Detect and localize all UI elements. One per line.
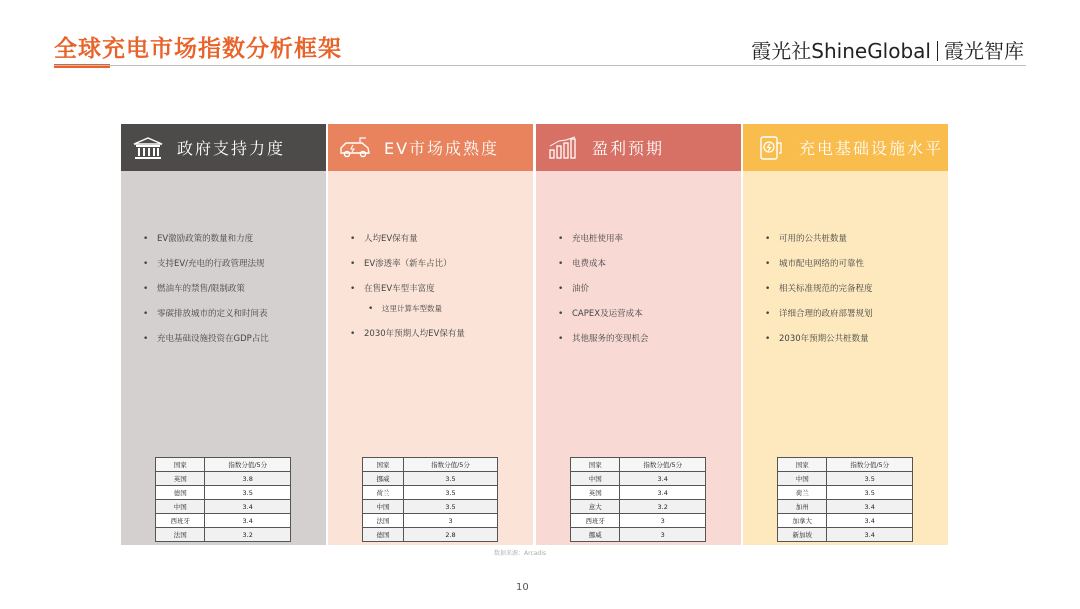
charging-station-icon — [753, 135, 787, 161]
list-item: • 2030年预期人均EV保有量 — [350, 328, 525, 340]
list-item: • 其他服务的变现机会 — [558, 333, 733, 345]
table-row — [363, 472, 498, 486]
score-cell: 3.4 — [620, 472, 706, 486]
list-item: • 零碳排放城市的定义和时间表 — [143, 308, 318, 320]
score-cell: 3.4 — [620, 486, 706, 500]
list-item: • 燃油车的禁售/限制政策 — [143, 283, 318, 295]
table-row — [156, 500, 291, 514]
page-title: 全球充电市场指数分析框架 — [54, 36, 342, 62]
country-cell: 荷兰 — [778, 486, 827, 500]
car-charging-icon — [338, 135, 372, 161]
column-header — [328, 124, 533, 171]
country-cell: 中国 — [778, 472, 827, 486]
score-cell: 3.2 — [205, 528, 291, 542]
score-cell: 3.5 — [205, 486, 291, 500]
score-cell: 3 — [404, 514, 498, 528]
brand-separator — [937, 41, 938, 61]
column-header — [121, 124, 326, 171]
list-item: • 电费成本 — [558, 258, 733, 270]
score-cell: 3 — [620, 514, 706, 528]
bar-chart-icon — [546, 135, 580, 161]
country-cell: 荷兰 — [363, 486, 404, 500]
country-cell: 意大 — [571, 500, 620, 514]
score-cell: 3.5 — [404, 472, 498, 486]
column-title: 盈利预期 — [592, 139, 665, 158]
data-source-note: 数据来源：Arcadis — [494, 550, 547, 557]
score-table — [362, 457, 498, 542]
column-infra — [743, 124, 948, 545]
score-cell: 3.5 — [404, 500, 498, 514]
column-title: EV市场成熟度 — [384, 139, 500, 158]
column-gov — [121, 124, 326, 545]
list-item: • 油价 — [558, 283, 733, 295]
score-table — [155, 457, 291, 542]
country-cell: 加拿大 — [778, 514, 827, 528]
country-cell: 英国 — [156, 472, 205, 486]
list-item: • 充电桩使用率 — [558, 233, 733, 245]
list-item: • 人均EV保有量 — [350, 233, 525, 245]
list-item: • 城市配电网络的可靠性 — [765, 258, 940, 270]
table-header: 国家 — [778, 458, 827, 472]
country-cell: 西班牙 — [156, 514, 205, 528]
column-ev — [328, 124, 533, 545]
table-header: 国家 — [363, 458, 404, 472]
table-header: 国家 — [571, 458, 620, 472]
score-cell: 3.4 — [205, 500, 291, 514]
score-cell: 3.4 — [827, 514, 913, 528]
score-cell: 3.5 — [404, 486, 498, 500]
table-row — [778, 486, 913, 500]
score-cell: 3 — [620, 528, 706, 542]
score-cell: 2.8 — [404, 528, 498, 542]
score-table — [777, 457, 913, 542]
table-header: 指数分值/5分 — [827, 458, 913, 472]
column-profit — [536, 124, 741, 545]
list-item: • 充电基础设施投资在GDP占比 — [143, 333, 318, 345]
table-row — [363, 528, 498, 542]
list-item: • 支持EV/充电的行政管理法规 — [143, 258, 318, 270]
score-cell: 3.4 — [205, 514, 291, 528]
country-cell: 德国 — [156, 486, 205, 500]
country-cell: 中国 — [156, 500, 205, 514]
bullet-list — [765, 233, 940, 358]
table-row — [571, 500, 706, 514]
table-row — [778, 514, 913, 528]
table-row — [363, 500, 498, 514]
score-cell: 3.2 — [620, 500, 706, 514]
column-body — [328, 171, 533, 545]
list-item: • 相关标准规范的完备程度 — [765, 283, 940, 295]
country-cell: 挪威 — [571, 528, 620, 542]
list-item: • 在售EV车型丰富度 — [350, 283, 525, 295]
column-header — [743, 124, 948, 171]
table-row — [571, 486, 706, 500]
list-item: • EV激励政策的数量和力度 — [143, 233, 318, 245]
country-cell: 加州 — [778, 500, 827, 514]
country-cell: 中国 — [571, 472, 620, 486]
country-cell: 德国 — [363, 528, 404, 542]
country-cell: 法国 — [363, 514, 404, 528]
score-cell: 3.5 — [827, 486, 913, 500]
table-header: 指数分值/5分 — [620, 458, 706, 472]
table-row — [778, 528, 913, 542]
bullet-list — [350, 233, 525, 353]
table-row — [571, 528, 706, 542]
score-cell: 3.5 — [827, 472, 913, 486]
score-table — [570, 457, 706, 542]
country-cell: 英国 — [571, 486, 620, 500]
list-item: • CAPEX及运营成本 — [558, 308, 733, 320]
score-cell: 3.4 — [827, 528, 913, 542]
score-cell: 3.4 — [827, 500, 913, 514]
brand-name-right: 霞光智库 — [944, 39, 1024, 63]
country-cell: 法国 — [156, 528, 205, 542]
government-building-icon — [131, 135, 165, 161]
column-body — [121, 171, 326, 545]
table-row — [156, 528, 291, 542]
list-item: • 可用的公共桩数量 — [765, 233, 940, 245]
column-title: 政府支持力度 — [177, 139, 286, 158]
header-divider — [54, 65, 1026, 66]
column-title: 充电基础设施水平 — [799, 139, 944, 158]
column-body — [536, 171, 741, 545]
table-row — [363, 486, 498, 500]
bullet-list — [143, 233, 318, 358]
table-row — [156, 514, 291, 528]
column-header — [536, 124, 741, 171]
table-row — [156, 472, 291, 486]
score-cell: 3.8 — [205, 472, 291, 486]
table-header: 指数分值/5分 — [404, 458, 498, 472]
list-item: • 详细合理的政府部署规划 — [765, 308, 940, 320]
brand-logo — [751, 35, 1024, 64]
table-row — [778, 500, 913, 514]
table-row — [156, 486, 291, 500]
table-row — [571, 472, 706, 486]
list-item: • 这里计算车型数量 — [368, 303, 525, 315]
list-item: • 2030年预期公共桩数量 — [765, 333, 940, 345]
brand-name-left: 霞光社ShineGlobal — [751, 39, 931, 63]
table-row — [778, 472, 913, 486]
column-body — [743, 171, 948, 545]
table-header: 国家 — [156, 458, 205, 472]
list-item: • EV渗透率（新车占比） — [350, 258, 525, 270]
country-cell: 中国 — [363, 500, 404, 514]
table-row — [571, 514, 706, 528]
page-number: 10 — [516, 582, 529, 593]
country-cell: 西班牙 — [571, 514, 620, 528]
country-cell: 新加坡 — [778, 528, 827, 542]
table-row — [363, 514, 498, 528]
bullet-list — [558, 233, 733, 358]
country-cell: 挪威 — [363, 472, 404, 486]
table-header: 指数分值/5分 — [205, 458, 291, 472]
